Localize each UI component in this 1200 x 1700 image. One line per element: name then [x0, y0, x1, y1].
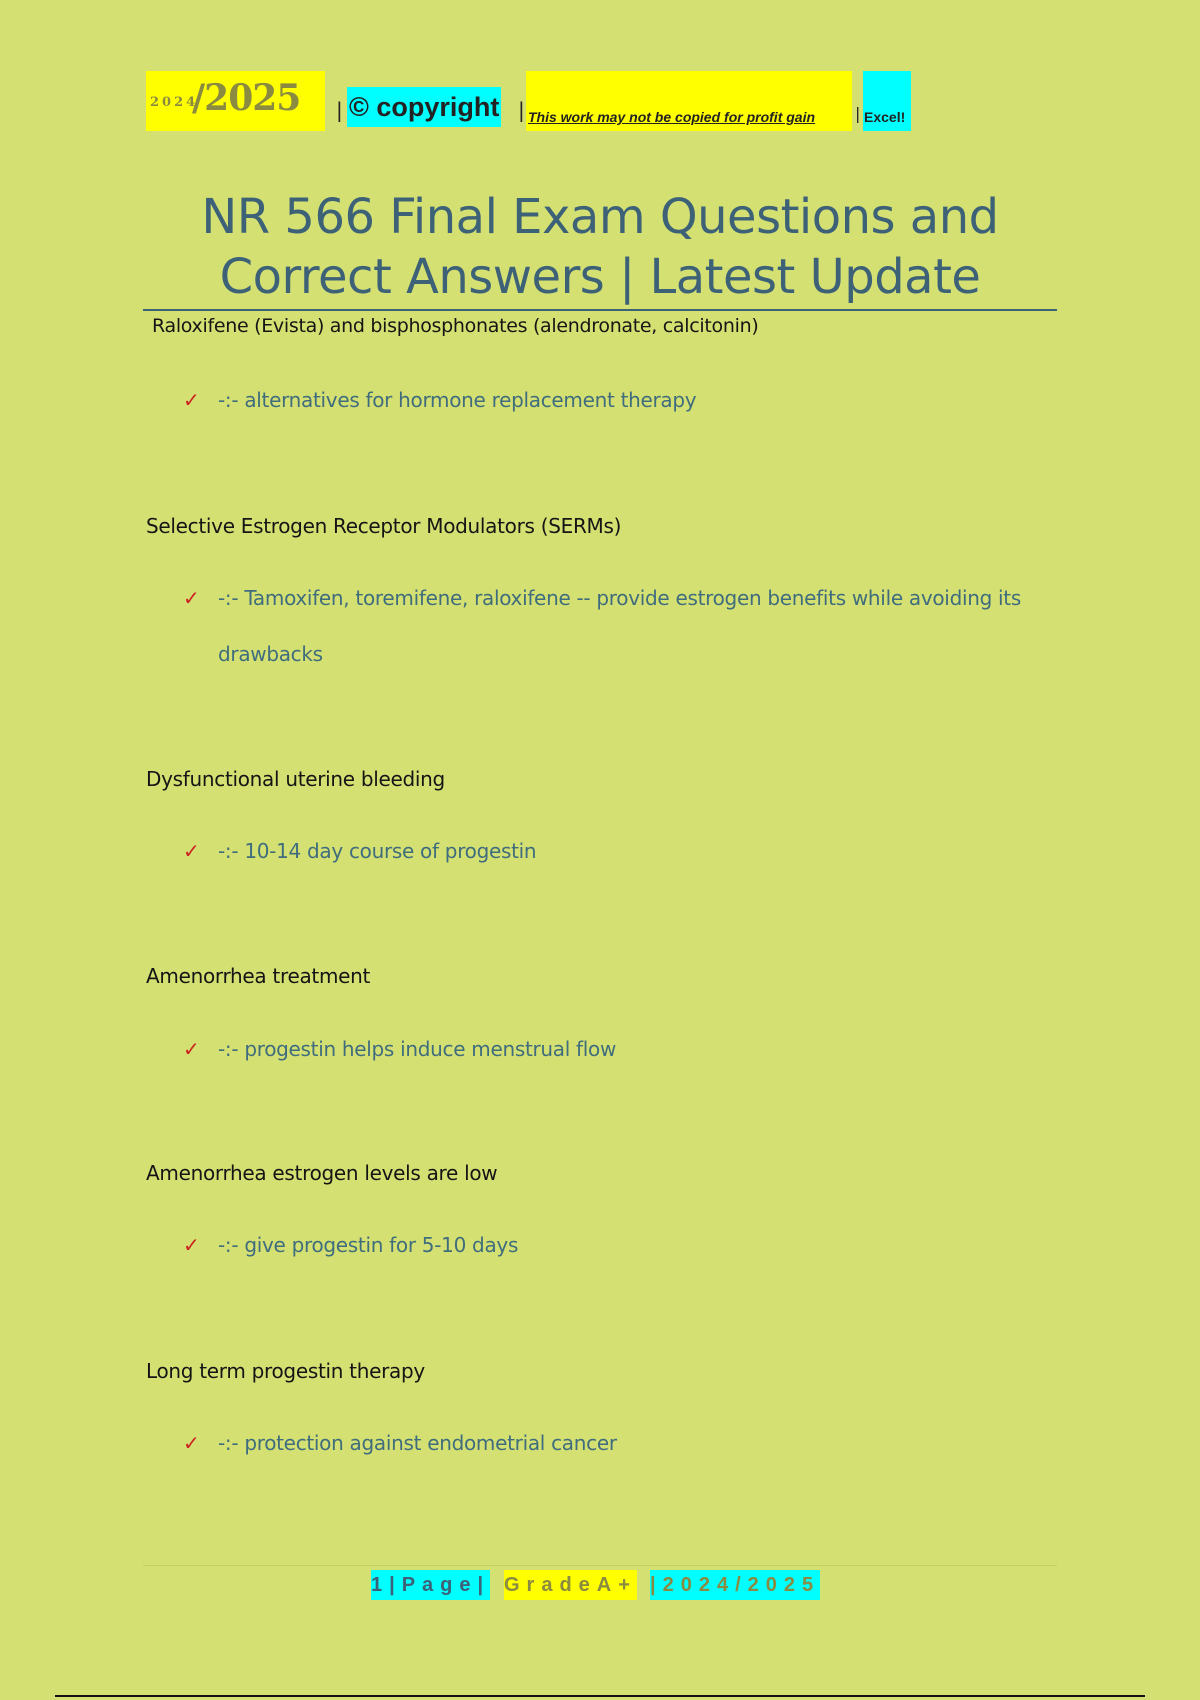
check-icon: ✓: [183, 839, 200, 863]
page-title: [143, 187, 1057, 307]
check-icon: ✓: [183, 1431, 200, 1455]
title-divider: [143, 309, 1057, 311]
answer-text: -:- progestin helps induce menstrual flow: [218, 1037, 617, 1061]
footer-grade: GradeA+: [504, 1570, 637, 1600]
check-icon: ✓: [183, 586, 200, 610]
footer-divider: [143, 1565, 1057, 1566]
page-bottom-rule: [55, 1695, 1145, 1697]
check-icon: ✓: [183, 1037, 200, 1061]
answer-text: -:- Tamoxifen, toremifene, raloxifene -- provide estrogen benefits while avoiding its drawbacks: [218, 586, 1021, 666]
question: Amenorrhea estrogen levels are low: [146, 1161, 498, 1185]
question: Long term progestin therapy: [146, 1359, 425, 1383]
answer: [183, 1217, 1043, 1273]
answer: [183, 570, 1043, 682]
answer: [183, 372, 1043, 428]
answer-text: -:- alternatives for hormone replacement therapy: [218, 388, 697, 412]
separator: |: [855, 104, 861, 123]
excel-label: Excel!: [864, 109, 906, 125]
title-line-1: NR 566 Final Exam Questions and: [201, 189, 999, 245]
copy-notice-text: This work may not be copied for profit gain: [528, 109, 816, 125]
year-big: /2025: [192, 77, 301, 119]
footer-page: 1|Page|: [371, 1570, 490, 1600]
check-icon: ✓: [183, 1233, 200, 1257]
check-icon: ✓: [183, 388, 200, 412]
title-line-2: Correct Answers | Latest Update: [219, 249, 981, 305]
answer: [183, 823, 1043, 879]
footer-year: |2024/2025: [650, 1570, 820, 1600]
separator: |: [336, 98, 343, 122]
answer-text: -:- protection against endometrial cancer: [218, 1431, 617, 1455]
copy-notice: [526, 71, 852, 131]
question: Dysfunctional uterine bleeding: [146, 767, 445, 791]
answer-text: -:- 10-14 day course of progestin: [218, 839, 537, 863]
question: Selective Estrogen Receptor Modulators (SERMs): [146, 514, 622, 538]
question: Amenorrhea treatment: [146, 964, 371, 988]
question: Raloxifene (Evista) and bisphosphonates (alendronate, calcitonin): [152, 315, 759, 337]
answer-text: -:- give progestin for 5-10 days: [218, 1233, 519, 1257]
year-badge: [146, 71, 325, 131]
year-small: 2024: [150, 95, 199, 110]
separator: |: [518, 98, 525, 122]
answer: [183, 1021, 1043, 1077]
answer: [183, 1415, 1043, 1471]
excel-badge: [863, 71, 911, 131]
copyright-label: © copyright: [347, 87, 501, 127]
